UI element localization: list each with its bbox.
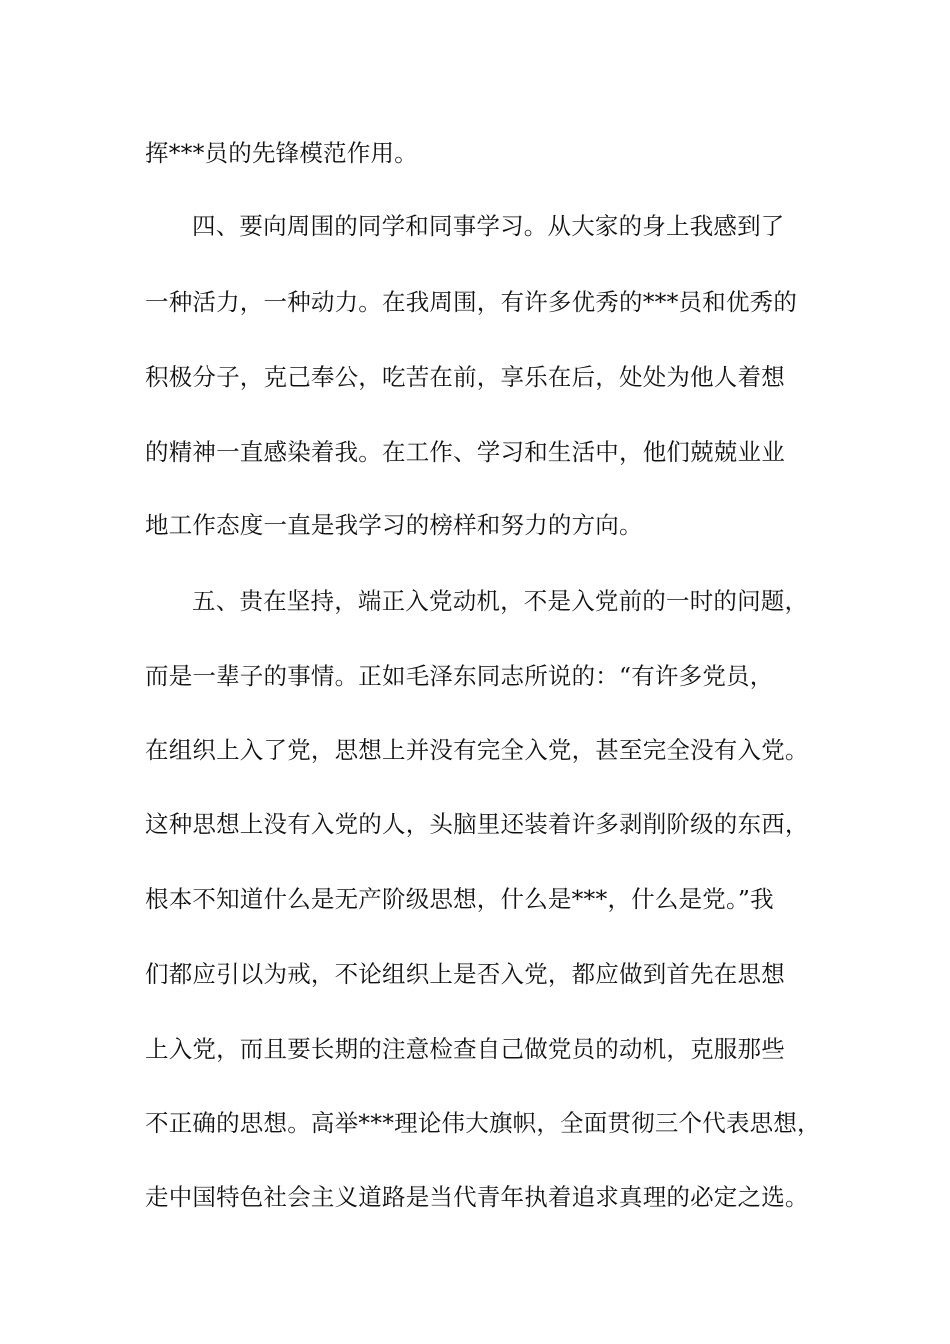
paragraph-4-line-1: 四、要向周围的同学和同事学习。从大家的身上我感到了 (192, 212, 785, 240)
paragraph-4-line-2: 一种活力，一种动力。在我周围，有许多优秀的***员和优秀的 (145, 288, 798, 316)
paragraph-5-line-9: 走中国特色社会主义道路是当代青年执着追求真理的必定之选。 (145, 1183, 809, 1211)
text-line-1: 挥***员的先锋模范作用。 (145, 139, 418, 167)
paragraph-5-line-8: 不正确的思想。高举***理论伟大旗帜，全面贯彻三个代表思想， (145, 1109, 821, 1137)
paragraph-5-line-7: 上入党，而且要长期的注意检查自己做党员的动机，克服那些 (145, 1035, 785, 1063)
paragraph-5-line-4: 这种思想上没有入党的人，头脑里还装着许多剥削阶级的东西， (145, 810, 809, 838)
paragraph-4-line-3: 积极分子，克己奉公，吃苦在前，享乐在后，处处为他人着想 (145, 363, 785, 391)
paragraph-5-line-1: 五、贵在坚持，端正入党动机，不是入党前的一时的问题， (192, 587, 809, 615)
paragraph-5-line-6: 们都应引以为戒，不论组织上是否入党，都应做到首先在思想 (145, 960, 785, 988)
paragraph-5-line-2: 而是一辈子的事情。正如毛泽东同志所说的：“有许多党员， (145, 662, 774, 690)
paragraph-4-line-4: 的精神一直感染着我。在工作、学习和生活中，他们兢兢业业 (145, 438, 785, 466)
paragraph-4-line-5: 地工作态度一直是我学习的榜样和努力的方向。 (145, 511, 643, 539)
paragraph-5-line-3: 在组织上入了党，思想上并没有完全入党，甚至完全没有入党。 (145, 736, 809, 764)
paragraph-5-line-5: 根本不知道什么是无产阶级思想，什么是***，什么是党。”我 (145, 885, 774, 913)
